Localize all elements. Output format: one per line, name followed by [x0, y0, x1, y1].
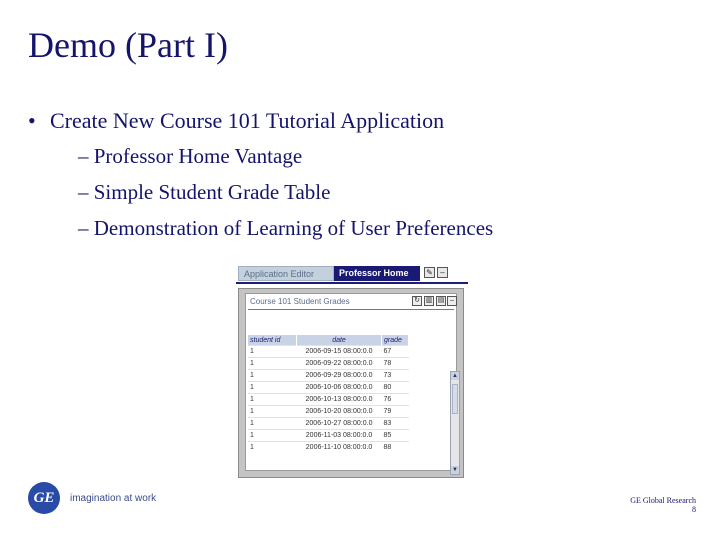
cell-grade: 83 [382, 418, 409, 430]
bullet-text: Create New Course 101 Tutorial Application [50, 108, 445, 133]
bullet-dot: • [28, 108, 36, 133]
tab-bar [236, 264, 468, 284]
column-header-grade[interactable]: grade [382, 335, 409, 346]
table-row[interactable] [248, 346, 409, 358]
subitem-user-preferences: – Demonstration of Learning of User Preferences [78, 216, 494, 240]
cell-date: 2006-11-03 08:00:0.0 [297, 430, 382, 442]
scroll-thumb[interactable] [452, 384, 458, 414]
scroll-up-icon[interactable]: ▲ [452, 373, 458, 379]
panel-divider [248, 309, 454, 310]
table-row[interactable] [248, 394, 409, 406]
edit-icon[interactable]: ✎ [424, 267, 435, 278]
tab-application-editor[interactable]: Application Editor [238, 266, 334, 281]
cell-date: 2006-11-10 08:00:0.0 [297, 442, 382, 454]
ge-logo: GE [28, 482, 60, 514]
cell-student-id: 1 [248, 418, 297, 430]
cell-student-id: 1 [248, 346, 297, 358]
cell-date: 2006-10-27 08:00:0.0 [297, 418, 382, 430]
refresh-icon[interactable]: ↻ [412, 296, 422, 306]
column-header-date[interactable]: date [297, 335, 382, 346]
cell-student-id: 1 [248, 430, 297, 442]
grades-panel [238, 288, 464, 478]
bullet-item [28, 108, 444, 134]
cell-student-id: 1 [248, 358, 297, 370]
cell-student-id: 1 [248, 382, 297, 394]
tagline: imagination at work [70, 493, 157, 504]
table-row[interactable] [248, 370, 409, 382]
scroll-down-icon[interactable]: ▼ [452, 467, 458, 473]
tab-professor-home[interactable]: Professor Home [334, 266, 420, 281]
cell-student-id: 1 [248, 394, 297, 406]
cell-date: 2006-09-29 08:00:0.0 [297, 370, 382, 382]
table-row[interactable] [248, 430, 409, 442]
cell-grade: 85 [382, 430, 409, 442]
subitem-professor-home: – Professor Home Vantage [78, 144, 303, 168]
cell-date: 2006-09-15 08:00:0.0 [297, 346, 382, 358]
table-row[interactable] [248, 358, 409, 370]
cell-grade: 73 [382, 370, 409, 382]
cell-student-id: 1 [248, 370, 297, 382]
panel-minimize-icon[interactable]: – [447, 296, 457, 306]
table-row[interactable] [248, 418, 409, 430]
subitem-grade-table: – Simple Student Grade Table [78, 180, 331, 204]
cell-date: 2006-09-22 08:00:0.0 [297, 358, 382, 370]
cell-grade: 67 [382, 346, 409, 358]
grades-table [248, 335, 409, 453]
table-row[interactable] [248, 382, 409, 394]
cell-grade: 78 [382, 358, 409, 370]
cell-student-id: 1 [248, 442, 297, 454]
cell-grade: 80 [382, 382, 409, 394]
table-scrollbar[interactable] [450, 371, 460, 475]
cell-grade: 88 [382, 442, 409, 454]
column-header-student-id[interactable]: student id [248, 335, 297, 346]
chart-icon[interactable]: ▥ [425, 297, 433, 304]
table-row[interactable] [248, 442, 409, 454]
table-row[interactable] [248, 406, 409, 418]
panel-title: Course 101 Student Grades [250, 297, 350, 306]
cell-date: 2006-10-20 08:00:0.0 [297, 406, 382, 418]
page-number: 8 [692, 505, 696, 514]
app-screenshot [236, 264, 468, 478]
cell-grade: 76 [382, 394, 409, 406]
slide-title: Demo (Part I) [28, 25, 228, 65]
cell-student-id: 1 [248, 406, 297, 418]
footer-credit [630, 496, 696, 514]
minimize-icon[interactable]: – [437, 267, 448, 278]
footer-org: GE Global Research [630, 496, 696, 505]
grades-panel-body [245, 293, 457, 471]
document-icon[interactable]: ▤ [437, 297, 445, 304]
cell-date: 2006-10-13 08:00:0.0 [297, 394, 382, 406]
cell-date: 2006-10-06 08:00:0.0 [297, 382, 382, 394]
cell-grade: 79 [382, 406, 409, 418]
